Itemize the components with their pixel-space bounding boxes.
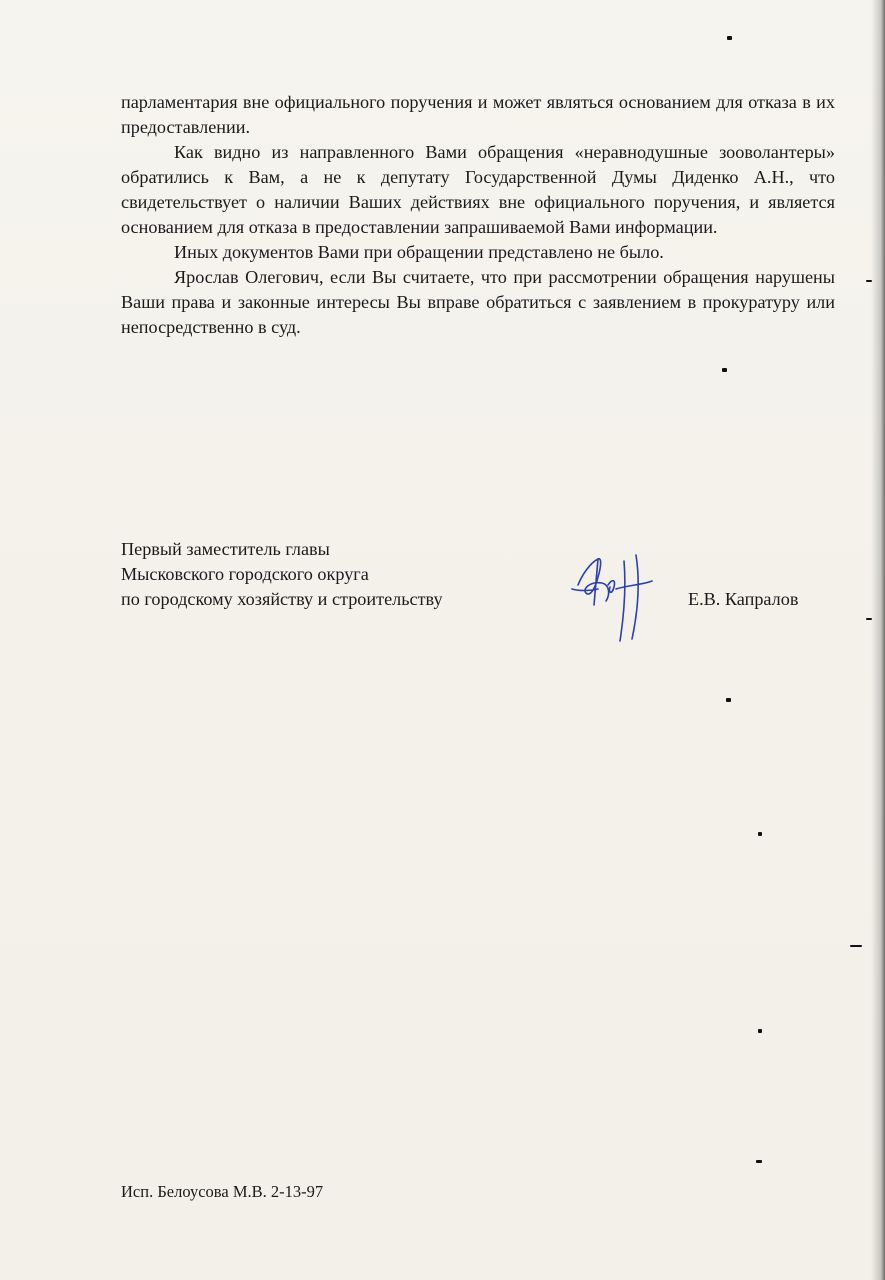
scan-mark — [722, 368, 727, 372]
letter-body — [121, 90, 835, 340]
scan-mark — [758, 832, 762, 836]
position-line-3: по городскому хозяйству и строительству — [121, 589, 443, 609]
page-edge-shadow — [871, 0, 885, 1280]
scan-mark — [727, 36, 732, 40]
paragraph-appeal-rights: Ярослав Олегович, если Вы считаете, что при рассмотрении обращения нарушены Ваши права и законные интересы Вы вправе обратиться с заявлением в прокуратуру или непосредственно в суд. — [121, 267, 835, 337]
position-line-2: Мысковского городского округа — [121, 564, 369, 584]
handwritten-signature — [568, 545, 658, 645]
position-line-1: Первый заместитель главы — [121, 539, 330, 559]
signatory-position — [121, 537, 443, 612]
signer-name: Е.В. Капралов — [688, 589, 799, 609]
scan-mark — [758, 1029, 762, 1033]
paragraph-appeal-analysis: Как видно из направленного Вами обращения «неравнодушные зооволантеры» обратились к Вам, а не к депутату Государственной Думы Диденко А.Н., что свидетельствует о наличии Ваших действиях вне официального поручения, и является основанием для отказа в предоставлении запрашиваемой Вами информации. — [121, 142, 835, 237]
paragraph-continuation: парламентария вне официального поручения и может являться основанием для отказа в их предоставлении. — [121, 92, 835, 137]
scan-mark — [726, 698, 731, 702]
paragraph-no-documents: Иных документов Вами при обращении представлено не было. — [174, 242, 664, 262]
executor-info: Исп. Белоусова М.В. 2-13-97 — [121, 1182, 324, 1201]
scan-mark — [850, 945, 862, 947]
scan-mark — [756, 1160, 762, 1163]
